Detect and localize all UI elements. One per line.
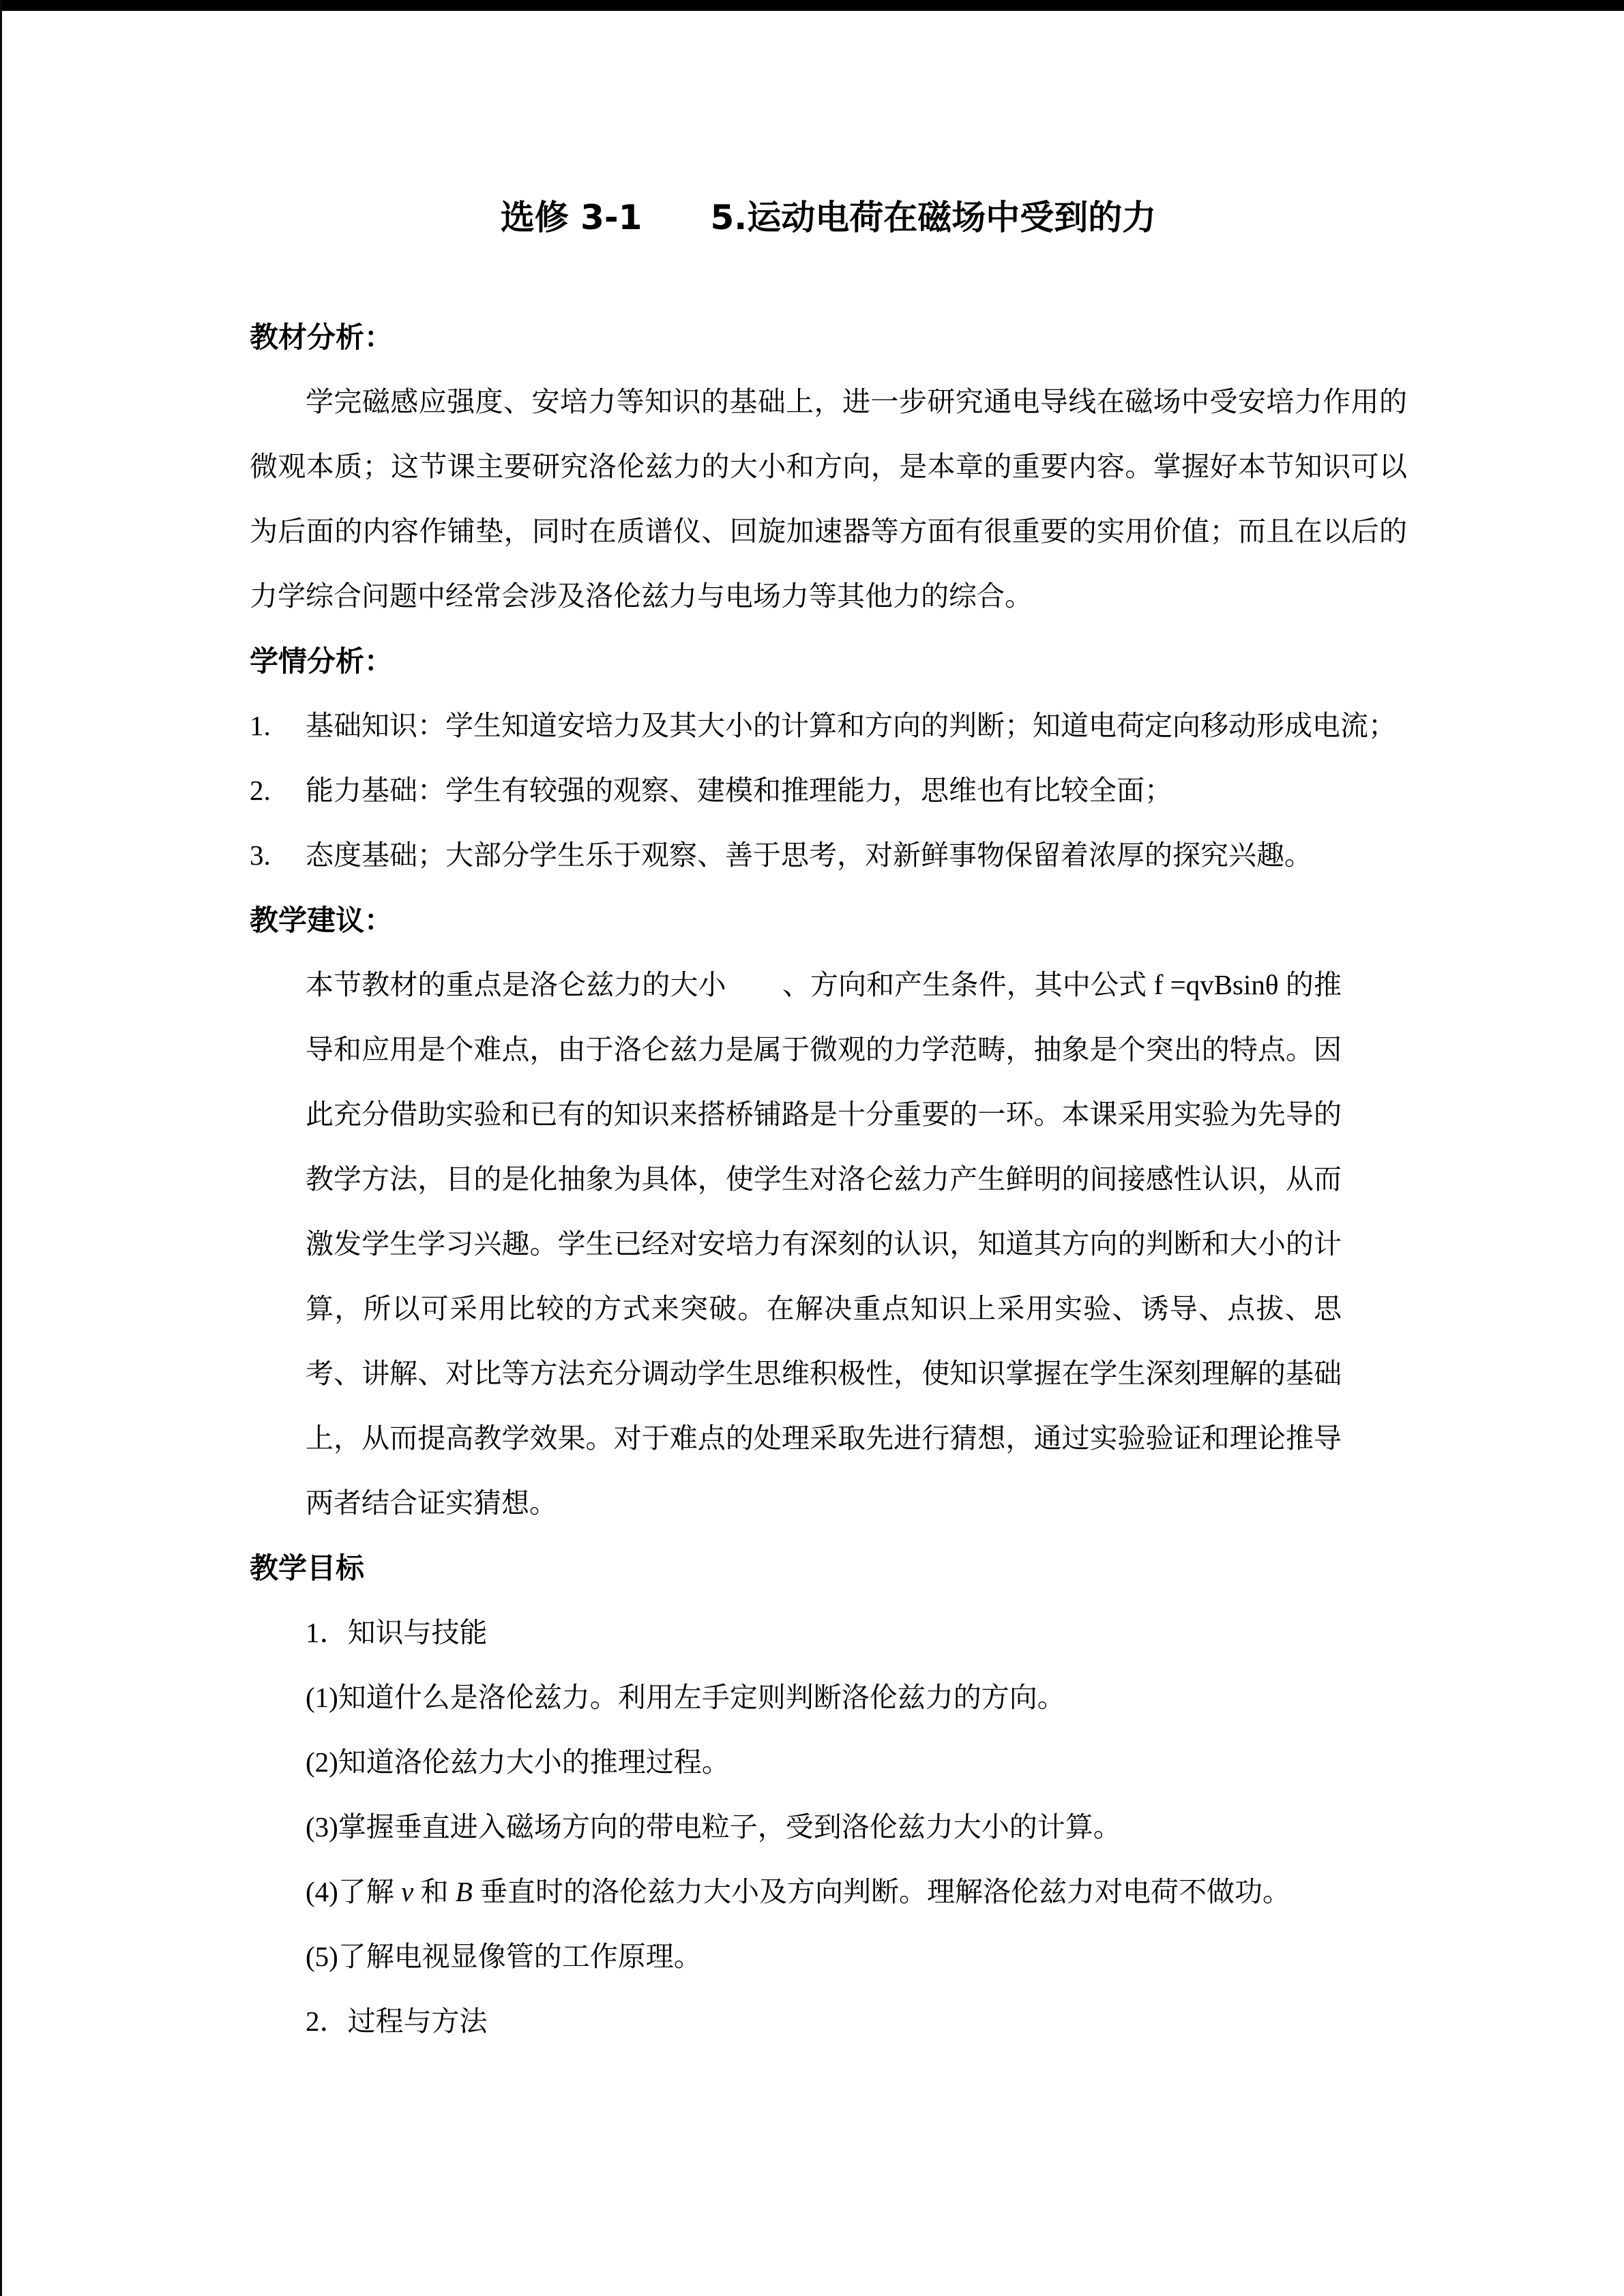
goals-subheading-knowledge: 1．知识与技能: [306, 1617, 488, 1648]
list-item-number: 1.: [250, 710, 271, 741]
section-heading-learner-analysis: 学情分析：: [250, 644, 394, 678]
list-item-text: 基础知识：学生知道安培力及其大小的计算和方向的判断；知道电荷定向移动形成电流；: [306, 710, 1396, 741]
section-heading-material-analysis: 教材分析：: [250, 320, 394, 354]
list-item-1: [250, 694, 1407, 758]
document-title: 选修 3-1 5.运动电荷在磁场中受到的力: [500, 198, 1157, 237]
list-item-text: 能力基础：学生有较强的观察、建模和推理能力，思维也有比较全面；: [306, 775, 1172, 806]
goal-item-3: (3)掌握垂直进入磁场方向的带电粒子，受到洛伦兹力大小的计算。: [306, 1811, 1121, 1843]
learner-analysis-list: [250, 694, 1407, 888]
math-variable-v: v: [401, 1876, 414, 1907]
list-item-3: [250, 823, 1407, 888]
goal-text-part: 和: [413, 1876, 456, 1907]
list-item-text: 态度基础；大部分学生乐于观察、善于思考，对新鲜事物保留着浓厚的探究兴趣。: [306, 839, 1312, 871]
goal-item-1: (1)知道什么是洛伦兹力。利用左手定则判断洛伦兹力的方向。: [306, 1682, 1065, 1713]
goals-subheading-process: 2．过程与方法: [306, 2006, 488, 2037]
teaching-goals-list: [250, 1600, 1407, 2054]
goal-text-part: 垂直时的洛伦兹力大小及方向判断。理解洛伦兹力对电荷不做功。: [472, 1876, 1291, 1907]
list-item-number: 3.: [250, 839, 271, 871]
list-item-2: [250, 758, 1407, 823]
goal-item-4: [306, 1860, 1407, 1924]
list-item-number: 2.: [250, 775, 271, 806]
goal-item-5: (5)了解电视显像管的工作原理。: [306, 1941, 702, 1972]
teaching-advice-paragraph: 本节教材的重点是洛仑兹力的大小 、方向和产生条件，其中公式 f =qvBsinθ 的推导和应用是个难点，由于洛仑兹力是属于微观的力学范畴，抽象是个突出的特点。因此充分借助实验和已有的知识来搭桥铺路是十分重要的一环。本课采用实验为先导的教学方法，目的是化抽象为具体，使学生对洛仑兹力产生鲜明的间接感性认识，从而激发学生学习兴趣。学生已经对安培力有深刻的认识，知道其方向的判断和大小的计算，所以可采用比较的方式来突破。在解决重点知识上采用实验、诱导、点拔、思考、讲解、对比等方法充分调动学生思维积极性，使知识掌握在学生深刻理解的基础上，从而提高教学效果。对于难点的处理采取先进行猜想，通过实验验证和理论推导两者结合证实猜想。: [306, 969, 1342, 1519]
goal-item-2: (2)知道洛伦兹力大小的推理过程。: [306, 1746, 730, 1778]
material-analysis-paragraph: 学完磁感应强度、安培力等知识的基础上，进一步研究通电导线在磁场中受安培力作用的微观本质；这节课主要研究洛伦兹力的大小和方向，是本章的重要内容。掌握好本节知识可以为后面的内容作铺垫，同时在质谱仪、回旋加速器等方面有很重要的实用价值；而且在以后的力学综合问题中经常会涉及洛伦兹力与电场力等其他力的综合。: [250, 386, 1407, 612]
section-heading-teaching-advice: 教学建议：: [250, 904, 394, 937]
math-variable-B: B: [455, 1876, 473, 1907]
section-heading-teaching-goals: 教学目标: [250, 1551, 365, 1585]
goal-text-part: (4)了解: [306, 1876, 402, 1907]
